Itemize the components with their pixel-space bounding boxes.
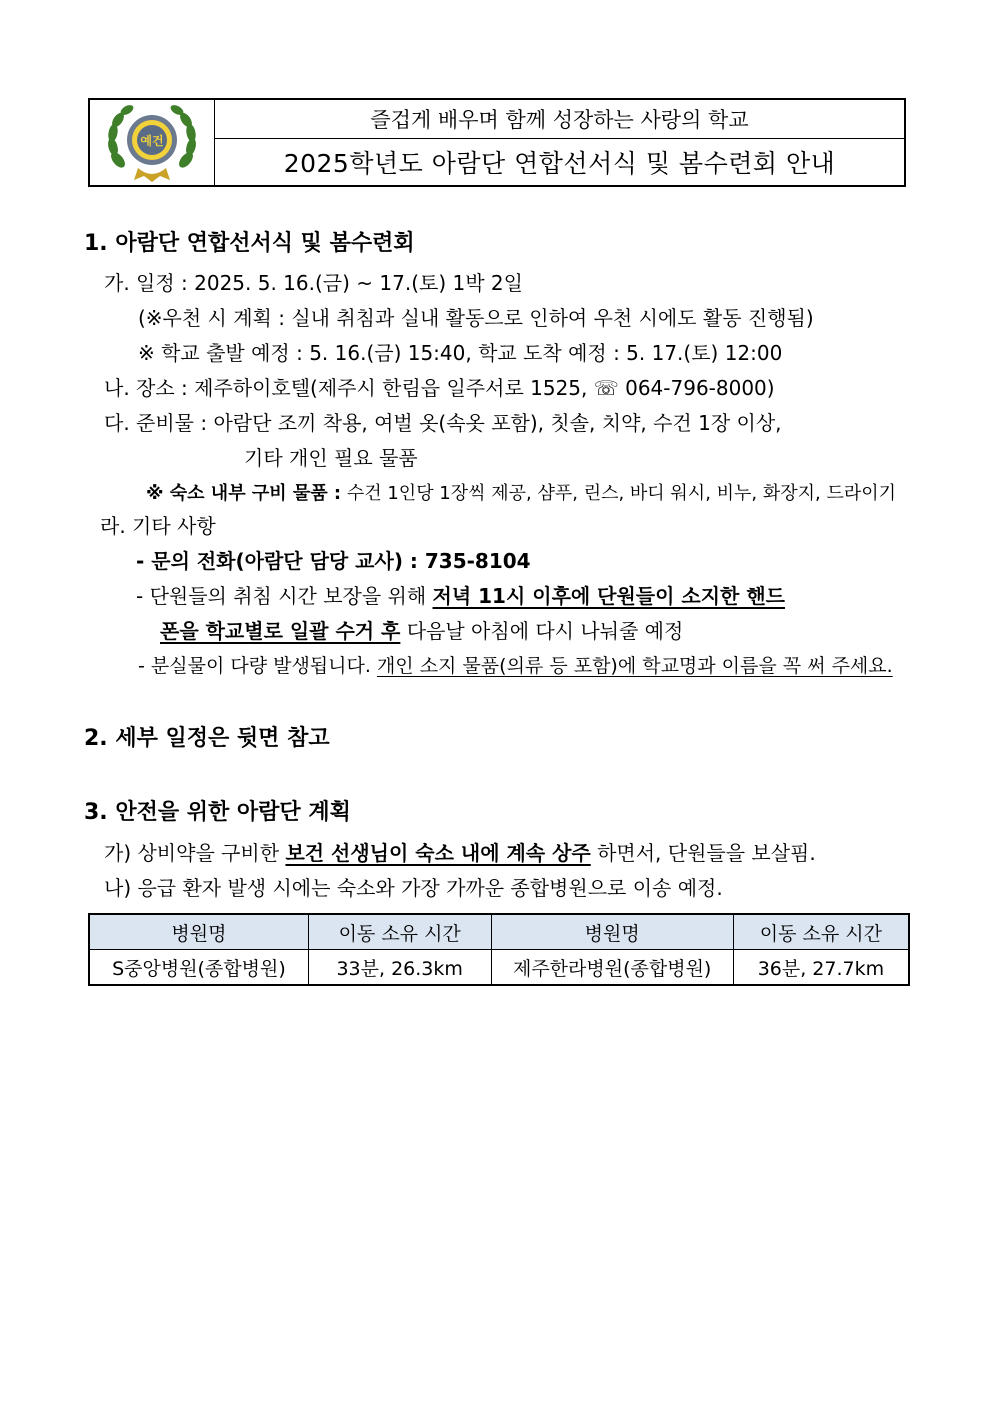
table-cell: 제주한라병원(종합병원) [491,950,733,986]
document-header [88,98,906,187]
table-header-cell: 이동 소유 시간 [733,914,909,950]
school-motto: 즐겁게 배우며 함께 성장하는 사랑의 학교 [215,100,904,139]
departure-line: ※ 학교 출발 예정 : 5. 16.(금) 15:40, 학교 도착 예정 : 5. 17.(토) 12:00 [138,341,783,365]
school-emblem-icon [104,102,200,184]
contact-line: - 문의 전화(아람단 담당 교사) : 735-8104 [136,549,531,573]
safety-item-2: 나) 응급 환자 발생 시에는 숙소와 가장 가까운 종합병원으로 이송 예정. [104,876,723,900]
table-row [89,950,909,986]
supplies-line-2: 기타 개인 필요 물품 [244,446,418,470]
school-emblem-cell [90,100,215,185]
lost-items-pre: - 분실물이 다량 발생됩니다. [138,655,377,677]
safety-item-1 [104,840,816,866]
place-line: 나. 장소 : 제주하이호텔(제주시 한림읍 일주서로 1525, ☏ 064-796-8000) [104,376,775,400]
amenities-line [146,481,896,507]
safety-item-1-pre: 가) 상비약을 구비한 [104,841,286,865]
section3-heading: 3. 안전을 위한 아람단 계획 [84,800,351,825]
phone-policy-post: 다음날 아침에 다시 나눠줄 예정 [400,619,684,643]
phone-policy-underlined-2: 폰을 학교별로 일괄 수거 후 [160,619,401,643]
table-cell: 33분, 26.3km [308,950,491,986]
hospital-table [88,913,910,986]
safety-item-1-post: 하면서, 단원들을 보살핌. [590,841,816,865]
table-header-cell: 병원명 [89,914,308,950]
table-header-row [89,914,909,950]
phone-policy-underlined-1: 저녁 11시 이후에 단원들이 소지한 핸드 [432,584,785,608]
etc-heading: 라. 기타 사항 [100,514,216,538]
schedule-line: 가. 일정 : 2025. 5. 16.(금) ~ 17.(토) 1박 2일 [104,271,523,295]
document-title: 2025학년도 아람단 연합선서식 및 봄수련회 안내 [283,149,836,178]
rain-plan-line: (※우천 시 계획 : 실내 취침과 실내 활동으로 인하여 우천 시에도 활동 진행됨) [138,306,814,330]
emblem-text: 예건 [140,133,164,148]
supplies-line-1: 다. 준비물 : 아람단 조끼 착용, 여벌 옷(속옷 포함), 칫솔, 치약, 수건 1장 이상, [104,411,782,435]
phone-policy-line-2 [160,618,683,644]
table-cell: S중앙병원(종합병원) [89,950,308,986]
lost-items-underlined: 개인 소지 물품(의류 등 포함)에 학교명과 이름을 꼭 써 주세요. [376,655,893,677]
title-cell [215,100,904,185]
section1-heading: 1. 아람단 연합선서식 및 봄수련회 [84,231,415,256]
amenities-label: ※ 숙소 내부 구비 물품 : [146,483,342,504]
phone-policy-line-1 [136,583,785,609]
safety-item-1-underlined: 보건 선생님이 숙소 내에 계속 상주 [285,841,591,865]
table-cell: 36분, 27.7km [733,950,909,986]
section2-heading: 2. 세부 일정은 뒷면 참고 [84,726,330,751]
phone-policy-pre: - 단원들의 취침 시간 보장을 위해 [136,584,433,608]
table-header-cell: 병원명 [491,914,733,950]
table-header-cell: 이동 소유 시간 [308,914,491,950]
amenities-text: 수건 1인당 1장씩 제공, 샴푸, 린스, 바디 워시, 비누, 화장지, 드라이기 [341,483,897,504]
lost-items-line [138,653,893,679]
